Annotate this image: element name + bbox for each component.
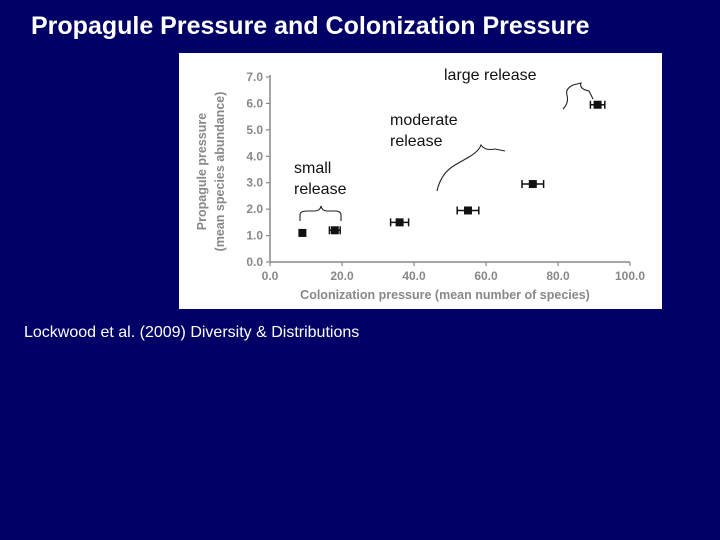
x-tick-label: 0.0	[261, 269, 279, 283]
y-axis-label-units: (mean species abundance)	[213, 91, 227, 252]
bracket-large-release	[563, 83, 593, 109]
x-tick-label: 20.0	[330, 269, 354, 283]
y-axis-label: Propagule pressure	[195, 112, 209, 231]
data-point	[529, 180, 537, 188]
scatter-chart	[179, 53, 662, 309]
data-point	[464, 206, 472, 214]
x-tick-label: 40.0	[402, 269, 426, 283]
y-tick-label: 0.0	[246, 255, 263, 269]
data-point	[594, 101, 602, 109]
x-tick-label: 100.0	[614, 269, 646, 283]
y-tick-label: 2.0	[246, 202, 263, 217]
y-tick-label: 3.0	[246, 175, 263, 190]
annotation-moderate-release: moderate release	[390, 112, 458, 150]
x-tick-label: 60.0	[474, 269, 498, 283]
y-tick-label: 7.0	[246, 70, 263, 84]
slide-title: Propagule Pressure and Colonization Pressure	[31, 12, 590, 40]
y-tick-label: 6.0	[246, 96, 263, 111]
data-point	[331, 226, 339, 234]
data-point	[396, 218, 404, 226]
y-tick-label: 1.0	[246, 228, 263, 243]
figure-panel	[179, 53, 662, 309]
citation: Lockwood et al. (2009) Diversity & Distributions	[24, 324, 360, 341]
annotation-large-release: large release	[444, 67, 537, 84]
annotation-small-release: small release	[294, 160, 347, 198]
x-axis-label: Colonization pressure (mean number of species)	[300, 288, 590, 302]
data-point	[298, 229, 306, 237]
x-tick-label: 80.0	[546, 269, 570, 283]
bracket-small-release	[300, 206, 341, 221]
y-tick-label: 4.0	[246, 149, 263, 164]
y-tick-label: 5.0	[246, 122, 263, 137]
